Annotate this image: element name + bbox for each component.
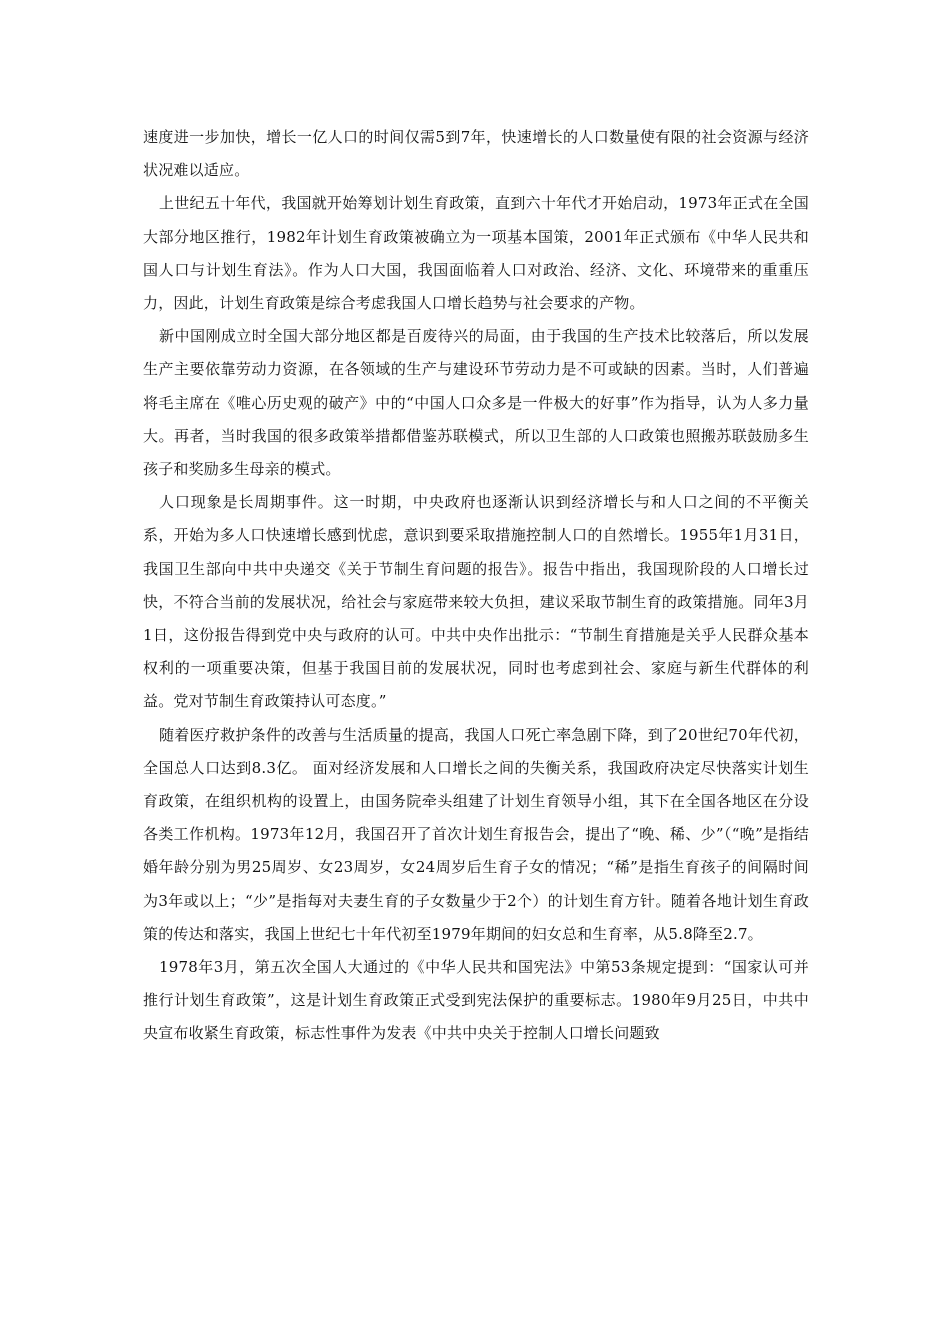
paragraph-4: 人口现象是长周期事件。这一时期，中央政府也逐渐认识到经济增长与和人口之间的不平衡关系，开始为多人口快速增长感到忧虑，意识到要采取措施控制人口的自然增长。1955年1月31日，我国卫生部向中共中央递交《关于节制生育问题的报告》。报告中指出，我国现阶段的人口增长过快，不符合当前的发展状况，给社会与家庭带来较大负担，建议采取节制生育的政策措施。同年3月1日，这份报告得到党中央与政府的认可。中共中央作出批示：“节制生育措施是关乎人民群众基本权利的一项重要决策，但基于我国目前的发展状况，同时也考虑到社会、家庭与新生代群体的利益。党对节制生育政策持认可态度。” xyxy=(143,493,809,711)
paragraph-2: 上世纪五十年代，我国就开始筹划计划生育政策，直到六十年代才开始启动，1973年正式在全国大部分地区推行，1982年计划生育政策被确立为一项基本国策，2001年正式颁布《中华人民共和国人口与计划生育法》。作为人口大国，我国面临着人口对政治、经济、文化、环境带来的重重压力，因此，计划生育政策是综合考虑我国人口增长趋势与社会要求的产物。 xyxy=(143,194,809,313)
document-body xyxy=(143,121,809,1051)
paragraph-6: 1978年3月，第五次全国人大通过的《中华人民共和国宪法》中第53条规定提到：“国家认可并推行计划生育政策”，这是计划生育政策正式受到宪法保护的重要标志。1980年9月25日，中共中央宣布收紧生育政策，标志性事件为发表《中共中央关于控制人口增长问题致 xyxy=(143,958,809,1043)
paragraph-5: 随着医疗救护条件的改善与生活质量的提高，我国人口死亡率急剧下降，到了20世纪70年代初，全国总人口达到8.3亿。 面对经济发展和人口增长之间的失衡关系，我国政府决定尽快落实计划生育政策，在组织机构的设置上，由国务院牵头组建了计划生育领导小组，其下在全国各地区在分设各类工作机构。1973年12月，我国召开了首次计划生育报告会，提出了“晚、稀、少”（“晚”是指结婚年龄分别为男25周岁、女23周岁，女24周岁后生育子女的情况；“稀”是指生育孩子的间隔时间为3年或以上；“少”是指每对夫妻生育的子女数量少于2个）的计划生育方针。随着各地计划生育政策的传达和落实，我国上世纪七十年代初至1979年期间的妇女总和生育率，从5.8降至2.7。 xyxy=(143,725,809,943)
paragraph-3: 新中国刚成立时全国大部分地区都是百废待兴的局面，由于我国的生产技术比较落后，所以发展生产主要依靠劳动力资源，在各领域的生产与建设环节劳动力是不可或缺的因素。当时，人们普遍将毛主席在《唯心历史观的破产》中的“中国人口众多是一件极大的好事”作为指导，认为人多力量大。再者，当时我国的很多政策举措都借鉴苏联模式，所以卫生部的人口政策也照搬苏联鼓励多生孩子和奖励多生母亲的模式。 xyxy=(143,327,809,479)
paragraph-1: 速度进一步加快，增长一亿人口的时间仅需5到7年，快速增长的人口数量使有限的社会资源与经济状况难以适应。 xyxy=(143,128,809,180)
